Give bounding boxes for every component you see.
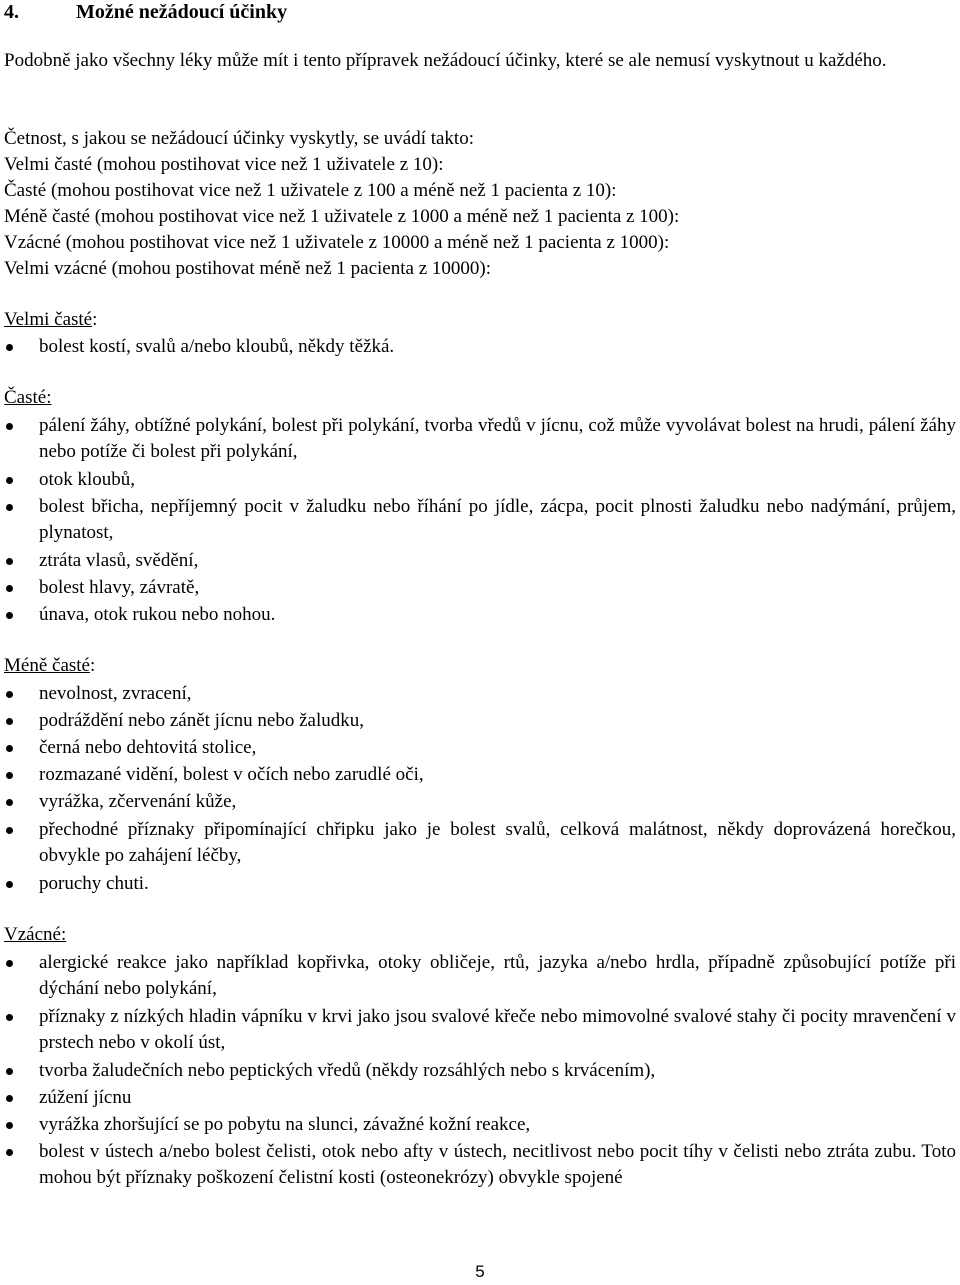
list-item [39,708,956,734]
list-item [39,950,956,1002]
list-item [39,762,956,788]
frequency-lead: Četnost, s jakou se nežádoucí účinky vyskytly, se uvádí takto: [4,128,474,149]
bullet-icon [6,718,13,725]
bullet-icon [6,799,13,806]
category-suffix: : [92,309,98,330]
category-label: Časté: [4,387,52,408]
list-item-text: ztráta vlasů, svědění, [39,550,199,571]
list-item-text: nevolnost, zvracení, [39,683,192,704]
bullet-icon [6,504,13,511]
frequency-line: Vzácné (mohou postihovat vice než 1 uživatele z 10000 a méně než 1 pacienta z 1000): [4,232,670,253]
list-item [39,602,956,628]
list-item-text: bolest hlavy, závratě, [39,577,200,598]
list-item [39,1085,956,1111]
list-item-text: příznaky z nízkých hladin vápníku v krvi jako jsou svalové křeče nebo mimovolné svalové stahy či pocity mravenčení v prstech nebo v okolí úst, [39,1006,956,1053]
bullet-icon [6,691,13,698]
list-item [39,789,956,815]
list-item [39,334,956,360]
category-heading-rare [4,922,66,948]
bullet-icon [6,1068,13,1075]
frequency-line: Velmi vzácné (mohou postihovat méně než 1 pacienta z 10000): [4,258,491,279]
category-label: Méně časté [4,655,90,676]
bullet-icon [6,1122,13,1129]
list-item-text: tvorba žaludečních nebo peptických vředů (někdy rozsáhlých nebo s krvácením), [39,1060,656,1081]
category-heading-very-common [4,307,97,333]
bullet-icon [6,423,13,430]
list-item-text: bolest v ústech a/nebo bolest čelisti, otok nebo afty v ústech, necitlivost nebo pocit tíhy v čelisti nebo ztráta zubu. Toto mohou být příznaky poškození čelistní kosti (osteonekrózy) obvykle spojené [39,1141,956,1188]
list-item-text: bolest kostí, svalů a/nebo kloubů, někdy těžká. [39,336,395,357]
list-item-text: podráždění nebo zánět jícnu nebo žaludku, [39,710,364,731]
bullet-icon [6,1149,13,1156]
list-item-text: rozmazané vidění, bolest v očích nebo zarudlé oči, [39,764,424,785]
bullet-icon [6,344,13,351]
list-item [39,413,956,465]
category-label: Vzácné: [4,924,67,945]
list-item-text: únava, otok rukou nebo nohou. [39,604,276,625]
category-heading-uncommon [4,653,95,679]
category-heading-common [4,385,52,411]
section-number: 4. [4,1,19,23]
list-item [39,494,956,546]
list-item-text: poruchy chuti. [39,873,149,894]
frequency-line: Méně časté (mohou postihovat vice než 1 uživatele z 1000 a méně než 1 pacienta z 100): [4,206,680,227]
frequency-line: Velmi časté (mohou postihovat vice než 1 uživatele z 10): [4,154,444,175]
category-label: Velmi časté [4,309,93,330]
list-item [39,1139,956,1191]
list-item [39,871,956,897]
list-item [39,575,956,601]
bullet-icon [6,585,13,592]
bullet-icon [6,1095,13,1102]
bullet-icon [6,558,13,565]
list-item-text: přechodné příznaky připomínající chřipku jako je bolest svalů, celková malátnost, někdy doprovázená horečkou, obvykle po zahájení léčby, [39,819,956,866]
intro-paragraph: Podobně jako všechny léky může mít i tento přípravek nežádoucí účinky, které se ale nemusí vyskytnout u každého. [4,50,887,71]
list-item [39,1112,956,1138]
list-item [39,1004,956,1056]
list-item-text: černá nebo dehtovitá stolice, [39,737,257,758]
section-heading [4,0,287,24]
list-item [39,467,956,493]
list-item [39,548,956,574]
frequency-line: Časté (mohou postihovat vice než 1 uživatele z 100 a méně než 1 pacienta z 10): [4,180,617,201]
bullet-icon [6,772,13,779]
bullet-icon [6,960,13,967]
list-item-text: otok kloubů, [39,469,136,490]
bullet-icon [6,827,13,834]
list-item-text: alergické reakce jako například kopřivka, otoky obličeje, rtů, jazyka a/nebo hrdla, případně způsobující potíže při dýchání nebo polykání, [39,952,956,999]
list-item-text: pálení žáhy, obtížné polykání, bolest při polykání, tvorba vředů v jícnu, což může vyvolávat bolest na hrudi, pálení žáhy nebo potíže či bolest při polykání, [39,415,956,462]
list-item-text: bolest břicha, nepříjemný pocit v žaludku nebo říhání po jídle, zácpa, pocit plnosti žaludku nebo nadýmání, průjem, plynatost, [39,496,956,543]
category-suffix: : [89,655,96,676]
section-title: Možné nežádoucí účinky [76,1,288,23]
bullet-icon [6,477,13,484]
frequency-paragraph [4,126,956,282]
list-item [39,681,956,707]
bullet-icon [6,745,13,752]
bullet-icon [6,1014,13,1021]
list-item-text: vyrážka, zčervenání kůže, [39,791,237,812]
page-number: 5 [475,1262,485,1281]
list-item [39,817,956,869]
bullet-icon [6,881,13,888]
list-item-text: vyrážka zhoršující se po pobytu na slunci, závažné kožní reakce, [39,1114,531,1135]
list-item-text: zúžení jícnu [39,1087,132,1108]
bullet-icon [6,612,13,619]
list-item [39,1058,956,1084]
list-item [39,735,956,761]
